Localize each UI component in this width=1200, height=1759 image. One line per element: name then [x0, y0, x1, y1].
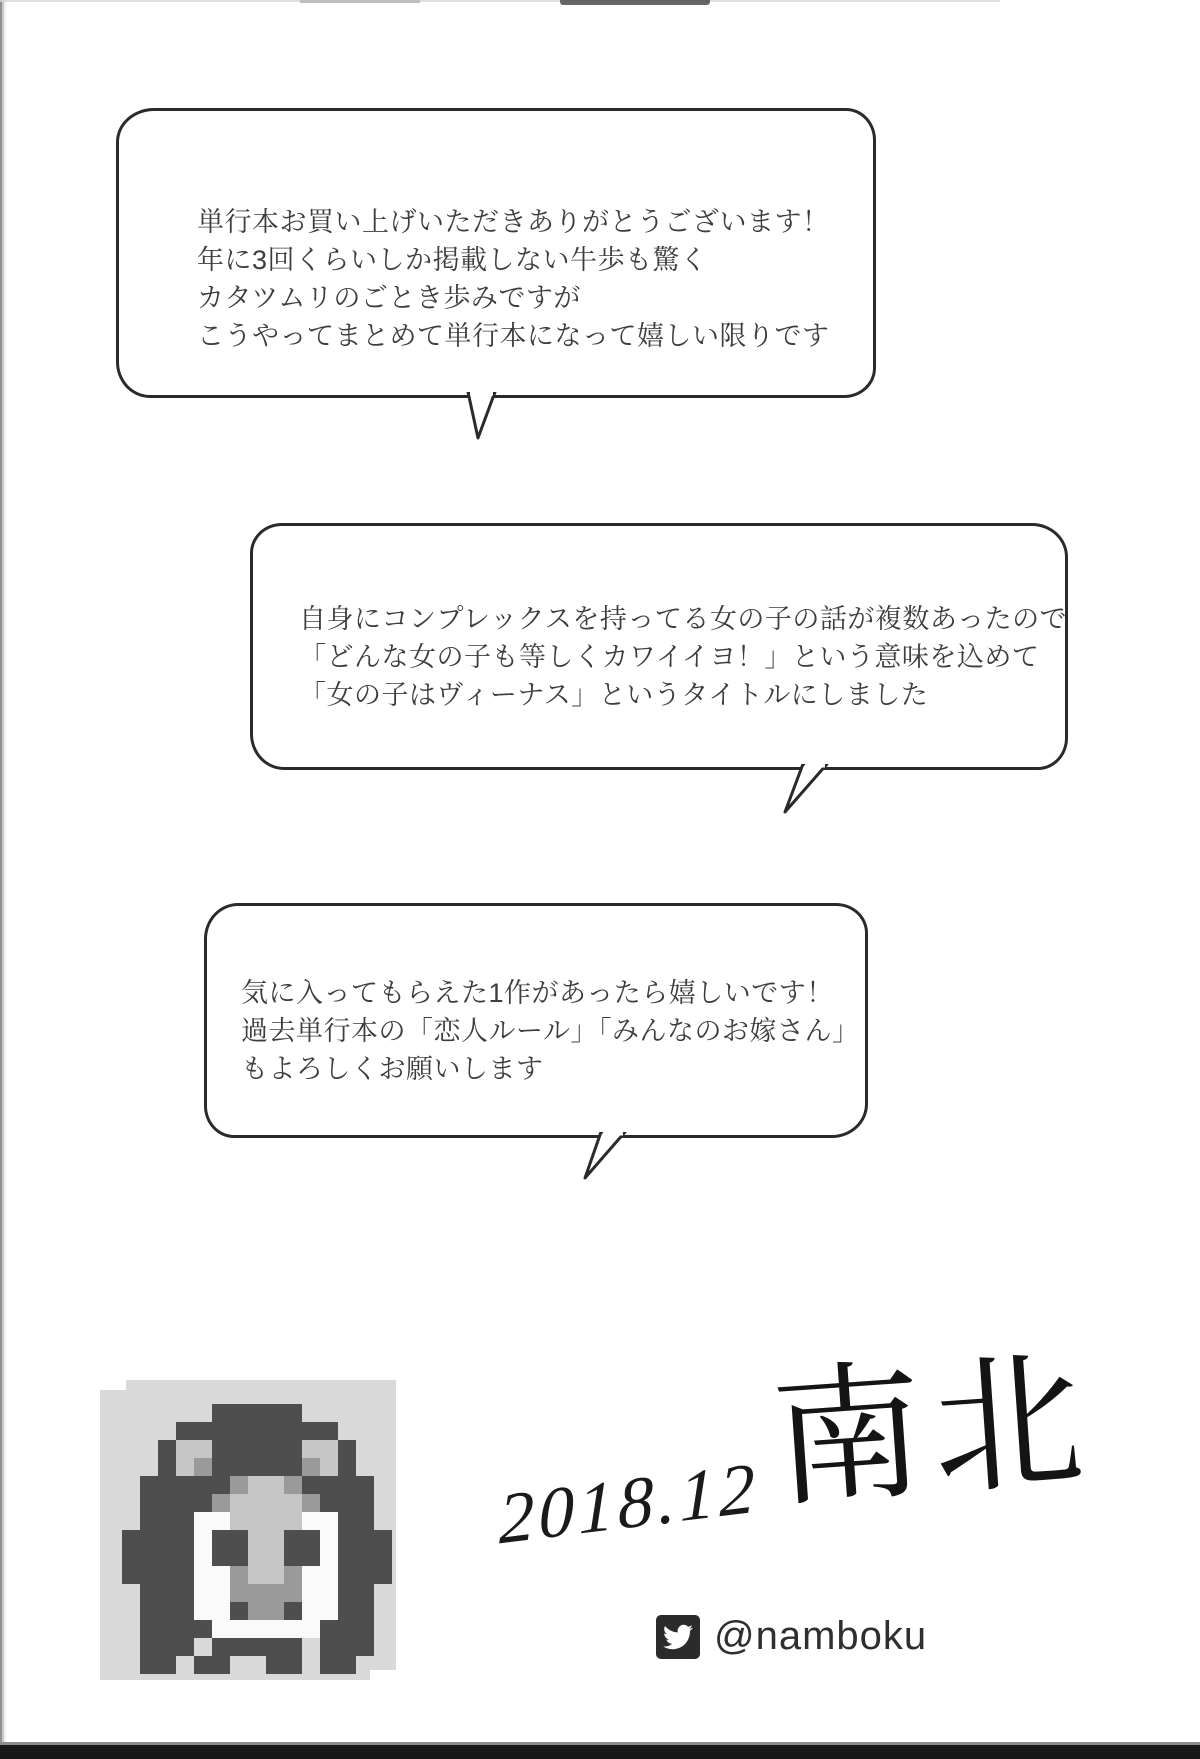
bubble-tail [465, 392, 499, 442]
speech-bubble-thanks [116, 108, 876, 398]
bubble-text-line: もよろしくお願いします [241, 1054, 544, 1084]
top-scan-speck [300, 0, 420, 3]
bubble-text-line: カタツムリのごとき歩みですが [197, 283, 581, 313]
bubble-text-line: こうやってまとめて単行本になって嬉しい限りです [197, 321, 830, 351]
twitter-row [656, 1614, 927, 1659]
bubble-text-line: 「どんな女の子も等しくカワイイヨ！」という意味を込めて [299, 642, 1040, 672]
top-scan-line [0, 0, 1000, 2]
pixel-grid [104, 1386, 392, 1674]
bubble-text-line: 過去単行本の「恋人ルール」「みんなのお嫁さん」 [241, 1016, 860, 1046]
bubble-text-line: 自身にコンプレックスを持ってる女の子の話が複数あったので [299, 604, 1068, 634]
speech-bubble-closing [204, 903, 868, 1138]
pixel-lion-avatar [100, 1380, 396, 1680]
bubble-tail [583, 1132, 629, 1182]
handwritten-date: 2018.12 [498, 1447, 760, 1560]
bottom-scan-bar [0, 1742, 1200, 1759]
artist-signature: 南北 [767, 1337, 1099, 1526]
bubble-text-line: 年に3回くらいしか掲載しない牛歩も驚く [197, 245, 708, 275]
bubble-text-line: 単行本お買い上げいただきありがとうございます！ [197, 207, 830, 237]
twitter-bird-icon [656, 1615, 700, 1659]
speech-bubble-title-origin [250, 523, 1068, 770]
bubble-text-line: 気に入ってもらえた1作があったら嬉しいです！ [241, 978, 834, 1008]
bubble-tail [783, 764, 831, 816]
top-scan-blob [560, 0, 710, 5]
bubble-text-line: 「女の子はヴィーナス」というタイトルにしました [299, 680, 929, 710]
left-scan-edge [0, 0, 6, 1759]
twitter-handle: @namboku [714, 1614, 928, 1658]
